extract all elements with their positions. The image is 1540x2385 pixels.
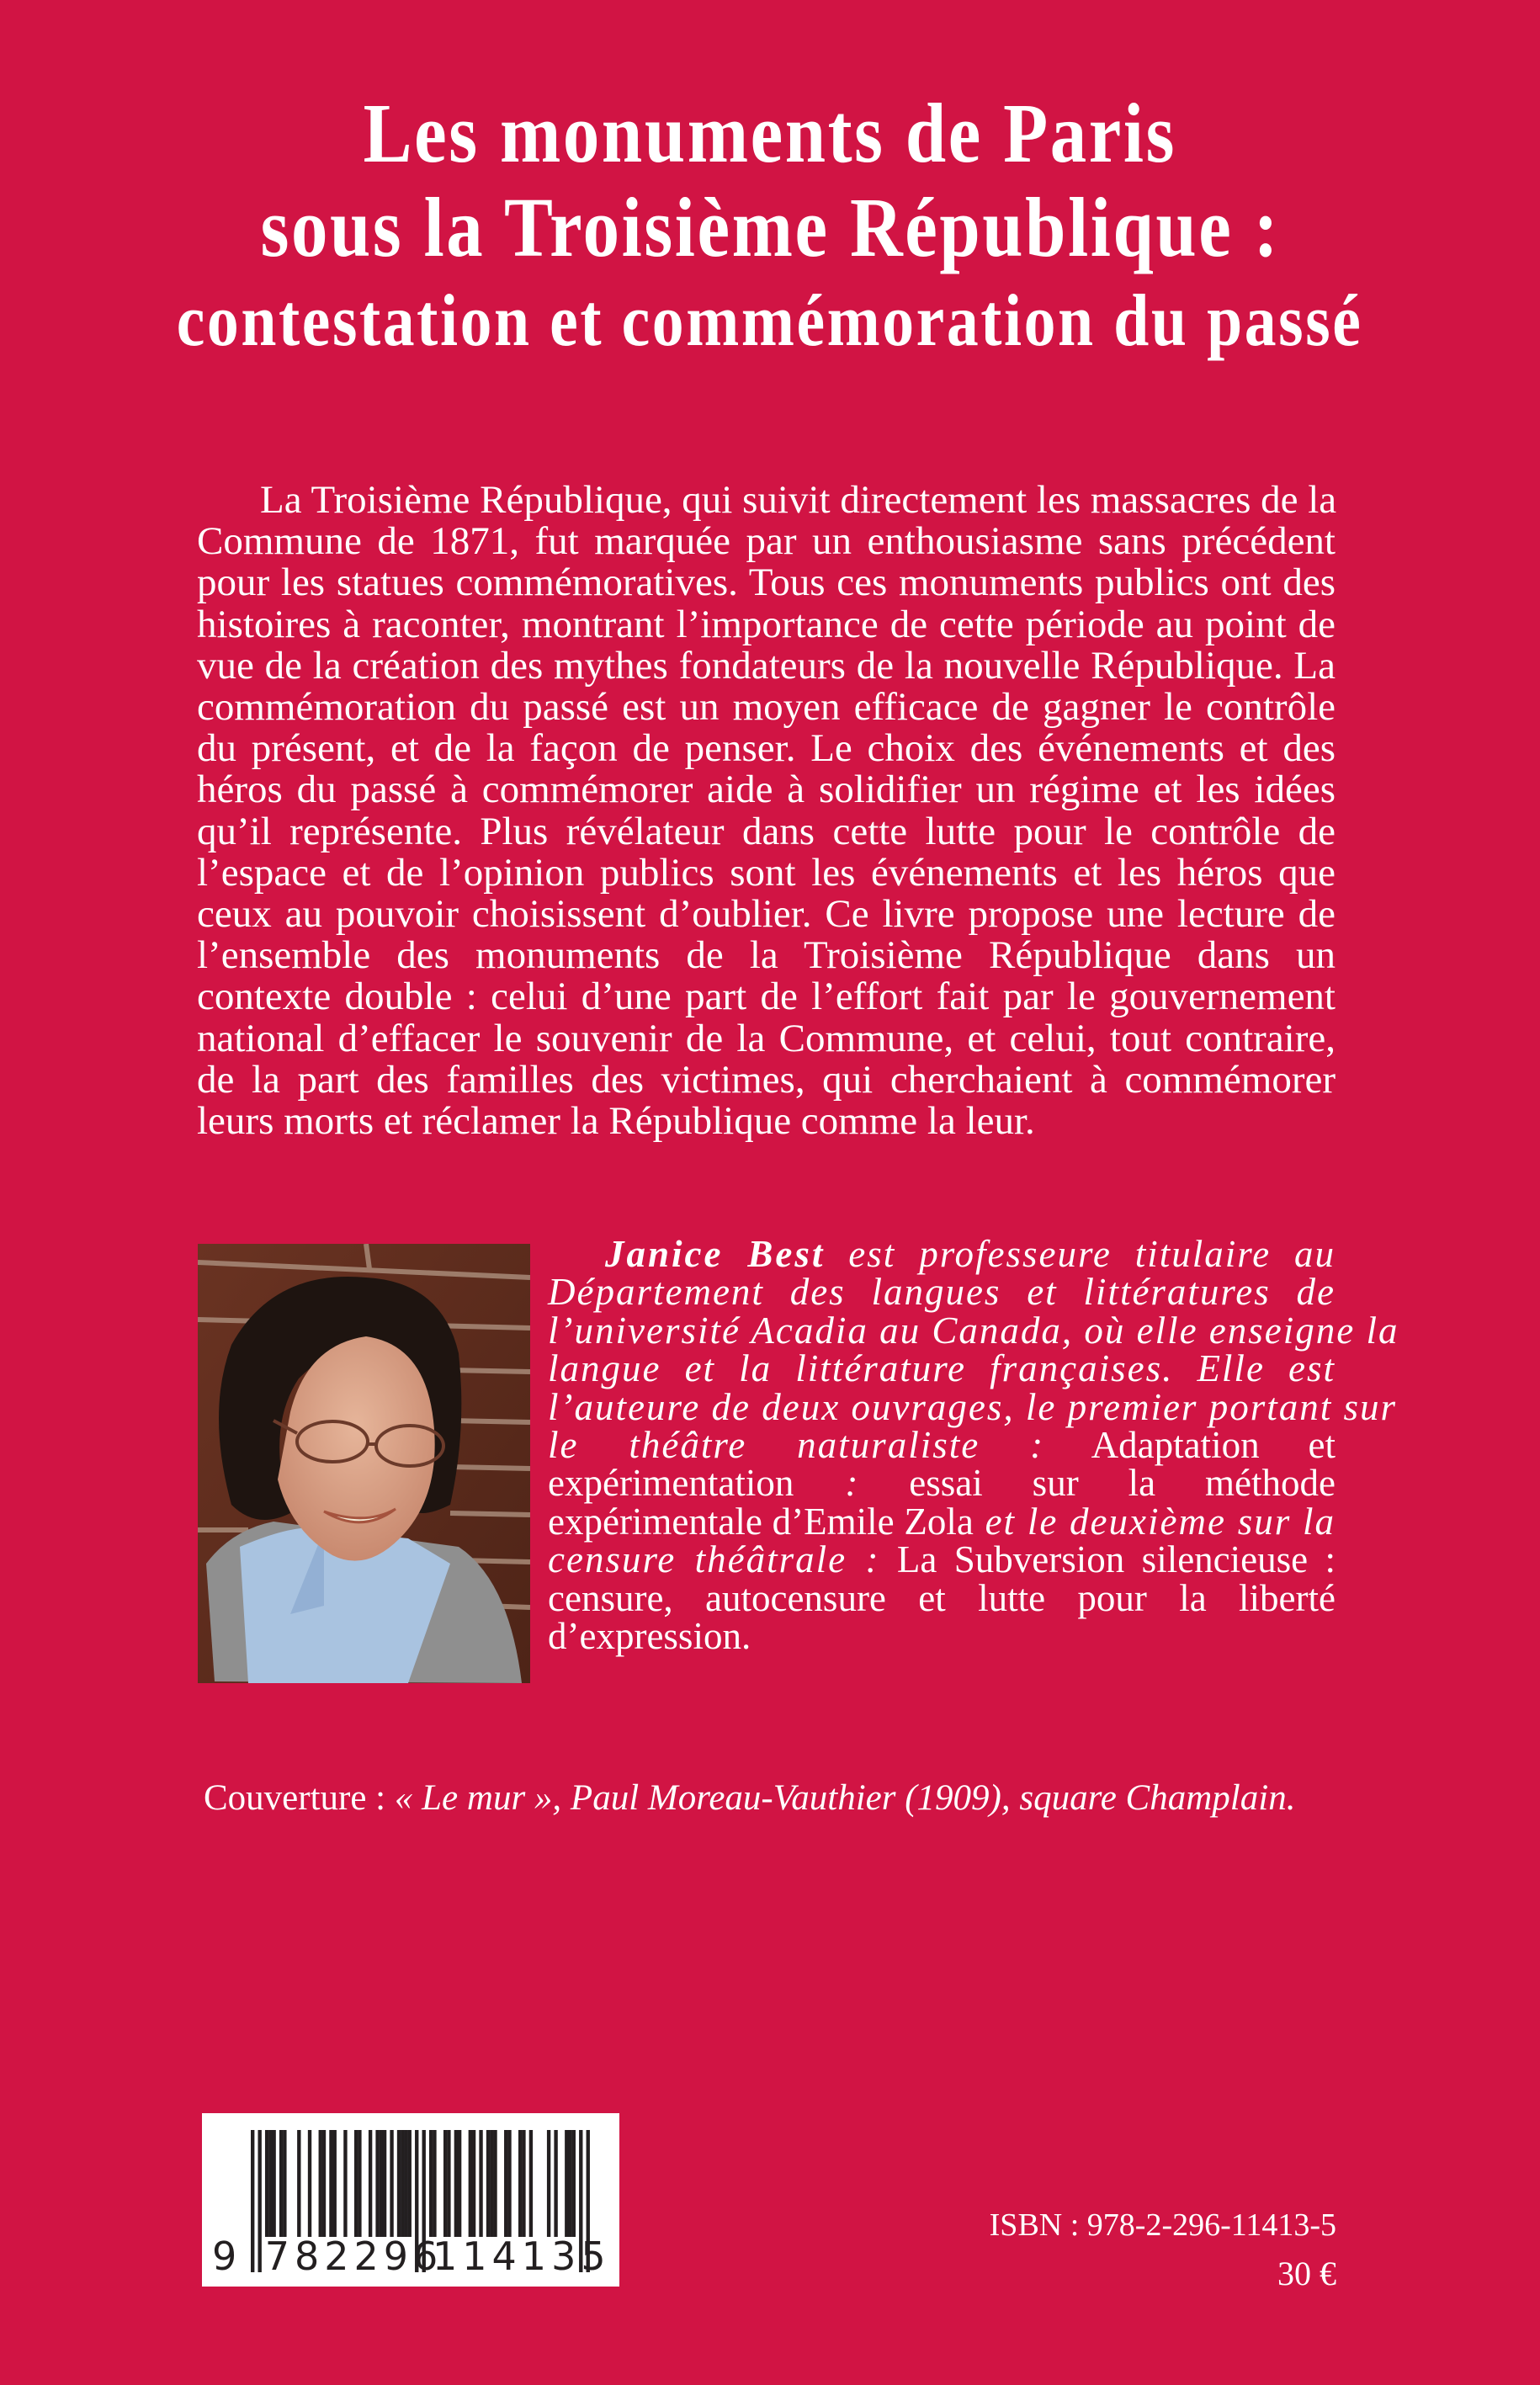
blurb-line: ceux au pouvoir choisissent d’oublier. Ce livre propose une lecture de [197, 892, 1336, 937]
title-line-2 [0, 180, 1540, 274]
bio-line [548, 1347, 1336, 1390]
svg-text:114135: 114135 [433, 2234, 611, 2279]
bio-text: d’expression. [548, 1615, 751, 1658]
bio-text: langue et la littérature françaises. Elle est [548, 1347, 1336, 1390]
bio-text: l’auteure de deux ouvrages, le premier portant sur [548, 1385, 1397, 1428]
bio-text: l’université Acadia au Canada, où elle enseigne la [548, 1309, 1399, 1352]
isbn: ISBN : 978-2-296-11413-5 [989, 2207, 1336, 2243]
blurb-line: leurs morts et réclamer la République comme la leur. [197, 1099, 1035, 1144]
bio-text: : [794, 1462, 860, 1505]
svg-text:782296: 782296 [264, 2234, 443, 2279]
title-line-3 [0, 280, 1540, 362]
blurb-line: national d’effacer le souvenir de la Commune, et celui, tout contraire, [197, 1016, 1336, 1060]
title-line-1 [0, 86, 1540, 180]
author-name: Janice Best [605, 1233, 826, 1275]
price: 30 € [1277, 2255, 1336, 2292]
blurb-line: vue de la création des mythes fondateurs de la nouvelle République. La [197, 643, 1336, 688]
bio-text: et le deuxième sur la [973, 1500, 1336, 1543]
author-bio [548, 1233, 1399, 1658]
bio-text: essai sur la méthode [859, 1462, 1336, 1505]
credit-label: Couverture : [204, 1778, 395, 1818]
title-text: sous la Troisième République : [260, 180, 1280, 274]
subtitle-text: contestation et commémoration du passé [177, 280, 1363, 362]
portrait-image [198, 1244, 530, 1683]
blurb-line: l’espace et de l’opinion publics sont les événements et les héros que [197, 850, 1336, 895]
bio-text: est professeure titulaire au [825, 1233, 1336, 1275]
bio-text: censure, autocensure et lutte pour la liberté [548, 1576, 1336, 1619]
bio-line [548, 1309, 1399, 1352]
barcode [202, 2113, 619, 2287]
bio-text: censure théâtrale : [548, 1538, 880, 1581]
blurb-line: qu’il représente. Plus révélateur dans cette lutte pour le contrôle de [197, 809, 1336, 853]
blurb-line: La Troisième République, qui suivit directement les massacres de la [260, 478, 1337, 522]
bio-line [548, 1271, 1336, 1314]
blurb-line: pour les statues commémoratives. Tous ces monuments publics ont des [197, 560, 1336, 605]
book-blurb [197, 480, 1336, 1142]
cover-credit [204, 1777, 1295, 1819]
bio-line [548, 1615, 1336, 1658]
blurb-line: histoires à raconter, montrant l’importance de cette période au point de [197, 602, 1336, 646]
bio-text: expérimentation [548, 1462, 794, 1505]
bio-line [548, 1424, 1336, 1467]
blurb-line: Commune de 1871, fut marquée par un enthousiasme sans précédent [197, 519, 1336, 564]
blurb-line: héros du passé à commémorer aide à solidifier un régime et les idées [197, 768, 1336, 812]
blurb-line: de la part des familles des victimes, qui cherchaient à commémorer [197, 1057, 1336, 1102]
blurb-line: l’ensemble des monuments de la Troisième République dans un [197, 933, 1336, 978]
bio-line [548, 1538, 1336, 1581]
svg-text:9: 9 [212, 2234, 242, 2279]
author-photo [198, 1244, 530, 1683]
bio-line [548, 1385, 1397, 1428]
bio-text: le théâtre naturaliste : [548, 1424, 1045, 1467]
blurb-line: du présent, et de la façon de penser. Le choix des événements et des [197, 726, 1336, 771]
blurb-line: commémoration du passé est un moyen efficace de gagner le contrôle [197, 685, 1336, 730]
bio-text: expérimentale d’Emile Zola [548, 1500, 974, 1543]
bio-text: Adaptation et [1044, 1424, 1336, 1467]
title-text: Les monuments de Paris [363, 86, 1177, 180]
bio-line [548, 1500, 1336, 1543]
blurb-line: contexte double : celui d’une part de l’effort fait par le gouvernement [197, 975, 1336, 1019]
bio-line [548, 1576, 1336, 1619]
bio-line [548, 1462, 1336, 1505]
bio-line [548, 1235, 1336, 1273]
bio-text: Département des langues et littératures de [548, 1271, 1336, 1314]
bio-text: La Subversion silencieuse : [879, 1538, 1336, 1581]
barcode-bars-icon [202, 2113, 619, 2287]
credit-text: « Le mur », Paul Moreau-Vauthier (1909), square Champlain. [394, 1778, 1296, 1818]
